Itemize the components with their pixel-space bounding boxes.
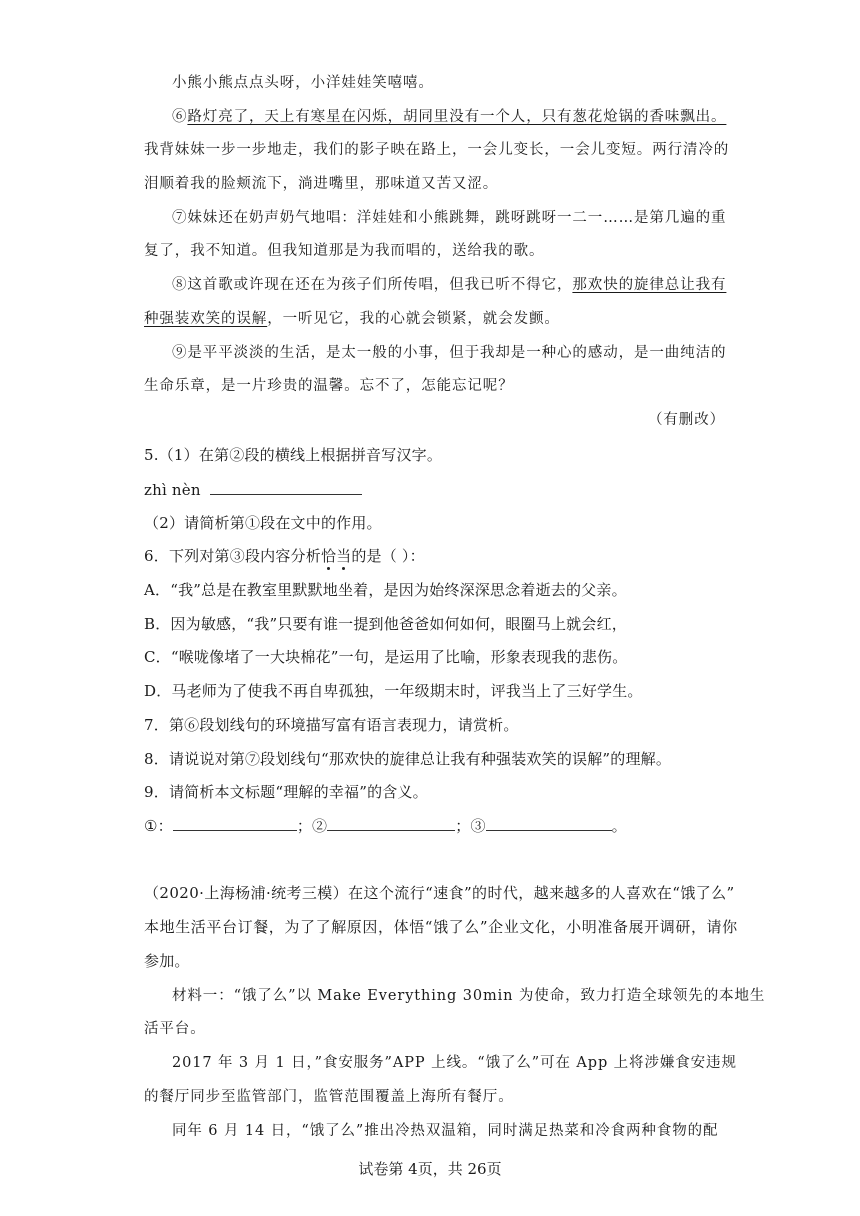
underlined-sentence: 那欢快的旋律总让我有	[572, 277, 727, 293]
passage-line: 小熊小熊点点头呀，小洋娃娃笑嘻嘻。	[172, 75, 434, 91]
answer-blank[interactable]	[210, 480, 362, 495]
option-b: B．因为敏感，“我”只要有谁一提到他爸爸如何如何，眼圈马上就会红，	[144, 615, 627, 633]
paragraph-8-line-2	[144, 309, 560, 329]
section-2-intro-line-3: 参加。	[144, 952, 190, 970]
option-a: A．“我”总是在教室里默默地坐着，是因为始终深深思念着逝去的父亲。	[144, 581, 627, 599]
answer-label: ；③	[455, 817, 486, 835]
answer-blank[interactable]	[327, 816, 455, 831]
paragraph-7-line-1: ⑦妹妹还在奶声奶气地唱：洋娃娃和小熊跳舞，跳呀跳呀一二一……是第几遍的重	[172, 210, 727, 226]
question-5-2: （2）请简析第①段在文中的作用。	[144, 514, 382, 532]
option-d: D．马老师为了使我不再自卑孤独，一年级期末时，评我当上了三好学生。	[144, 682, 643, 700]
answer-blank[interactable]	[173, 816, 297, 831]
paragraph-8-line-1	[172, 275, 726, 295]
emphasis-char: 当	[336, 547, 352, 565]
section-2-intro-line-1: （2020·上海杨浦·统考三模）在这个流行“速食”的时代，越来越多的人喜欢在“饿了么”	[144, 884, 735, 902]
passage-line: 生命乐章，是一片珍贵的温馨。忘不了，怎能忘记呢？	[144, 378, 514, 394]
question-9: 9．请简析本文标题“理解的幸福”的含义。	[144, 783, 428, 801]
question-8: 8．请说说对第⑦段划线句“那欢快的旋律总让我有种强装欢笑的误解”的理解。	[144, 750, 672, 768]
paragraph-9-line-1: ⑨是平平淡淡的生活，是太一般的小事，但于我却是一种心的感动，是一曲纯洁的	[172, 345, 727, 361]
answer-blank[interactable]	[486, 816, 612, 831]
source-note: （有删改）	[648, 412, 725, 428]
question-6	[144, 546, 425, 566]
underlined-sentence: 种强装欢笑的误解	[144, 311, 268, 327]
question-5-pinyin	[144, 480, 362, 500]
material-2-line-2: 的餐厅同步至监管部门，监管范围覆盖上海所有餐厅。	[144, 1089, 514, 1105]
question-9-answers	[144, 816, 627, 836]
question-text: 6．下列对第③段内容分析	[144, 547, 321, 565]
paragraph-number: ⑥	[172, 109, 188, 125]
question-text: 的是（ ）：	[351, 547, 425, 565]
question-5-1: 5.（1）在第②段的横线上根据拼音写汉字。	[144, 446, 443, 464]
answer-label: 。	[611, 817, 627, 835]
passage-line: 我背妹妹一步一步地走，我们的影子映在路上，一会儿变长，一会儿变短。两行清冷的	[144, 142, 730, 158]
material-2-line-1: 2017 年 3 月 1 日，”食安服务”APP 上线。“饿了么”可在 App 上将涉嫌食安违规	[172, 1055, 737, 1071]
material-1-line-2: 活平台。	[144, 1021, 206, 1037]
passage-line: 复了，我不知道。但我知道那是为我而唱的，送给我的歌。	[144, 243, 545, 259]
material-3-line-1: 同年 6 月 14 日，“饿了么”推出冷热双温箱，同时满足热菜和冷食两种食物的配	[172, 1123, 719, 1139]
material-1-line-1: 材料一：“饿了么”以 Make Everything 30min 为使命，致力打造全球领先的本地生	[172, 988, 766, 1004]
paragraph-6-line-1	[172, 107, 726, 127]
passage-line: 泪顺着我的脸颊流下，淌进嘴里，那味道又苦又涩。	[144, 176, 499, 192]
section-2-intro-line-2: 本地生活平台订餐，为了了解原因，体悟“饿了么”企业文化，小明准备展开调研，请你	[144, 918, 738, 936]
underlined-sentence: 路灯亮了，天上有寒星在闪烁，胡同里没有一个人，只有葱花炝锅的香味飘出。	[187, 109, 727, 125]
answer-label: ①：	[144, 817, 173, 835]
pinyin-label: zhì nèn	[144, 481, 201, 499]
emphasis-char: 恰	[320, 547, 337, 565]
plain-text: ⑧这首歌或许现在还在为孩子们所传唱，但我已听不得它，	[172, 277, 573, 293]
question-7: 7．第⑥段划线句的环境描写富有语言表现力，请赏析。	[144, 716, 519, 734]
option-c: C．“喉咙像堵了一大块棉花”一句，是运用了比喻，形象表现我的悲伤。	[144, 648, 628, 666]
page-footer: 试卷第 4页，共 26页	[358, 1160, 502, 1178]
plain-text: ，一听见它，我的心就会锁紧，就会发颤。	[267, 311, 560, 327]
answer-label: ；②	[296, 817, 328, 835]
